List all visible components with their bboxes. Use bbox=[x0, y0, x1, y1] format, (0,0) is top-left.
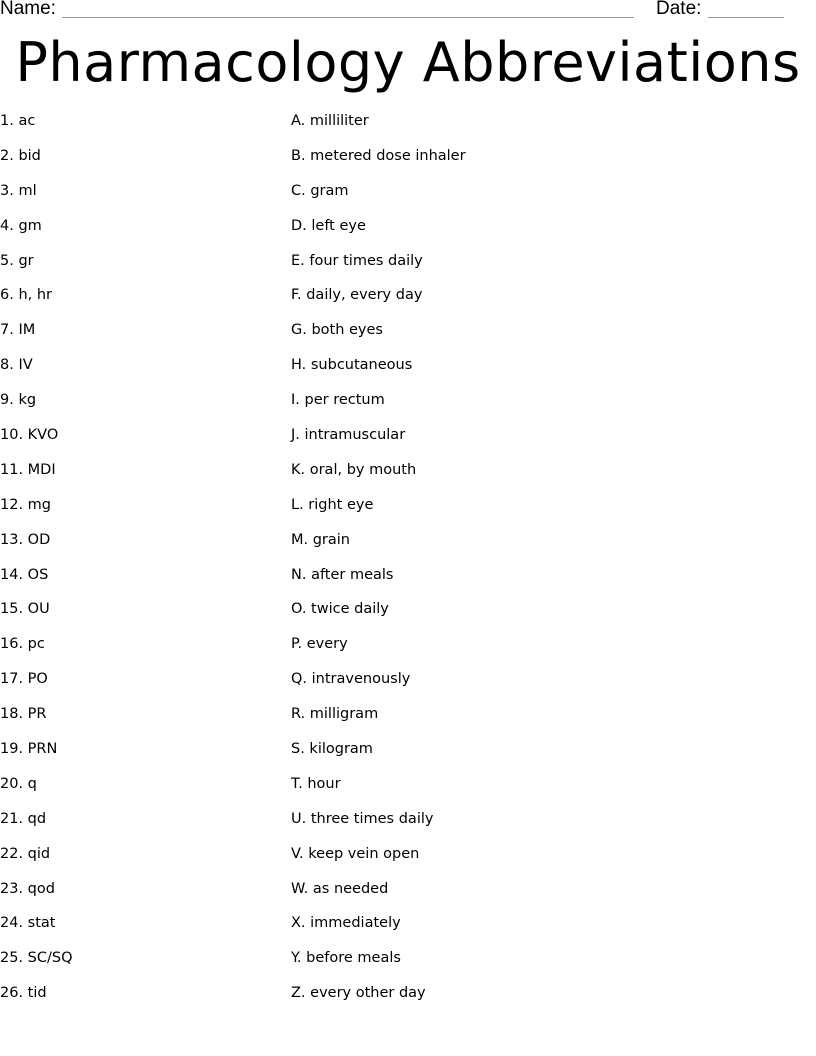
worksheet-header bbox=[0, 0, 816, 24]
term-item: 5. gr bbox=[0, 252, 34, 269]
date-label: Date: bbox=[656, 0, 702, 19]
term-item: 6. h, hr bbox=[0, 287, 53, 304]
definition-item: L. right eye bbox=[291, 496, 374, 513]
term-item: 13. OD bbox=[0, 531, 51, 548]
definition-item: S. kilogram bbox=[291, 741, 373, 758]
page-title: Pharmacology Abbreviations bbox=[15, 31, 801, 94]
term-item: 4. gm bbox=[0, 217, 42, 234]
term-item: 10. KVO bbox=[0, 427, 59, 444]
term-item: 21. qd bbox=[0, 810, 47, 827]
definition-item: F. daily, every day bbox=[291, 287, 423, 304]
definition-item: J. intramuscular bbox=[291, 427, 406, 444]
definition-item: C. gram bbox=[291, 182, 349, 199]
definition-item: M. grain bbox=[291, 531, 350, 548]
definition-item: E. four times daily bbox=[291, 252, 423, 269]
definition-item: U. three times daily bbox=[291, 810, 434, 827]
name-field-line[interactable] bbox=[62, 17, 634, 18]
term-item: 12. mg bbox=[0, 496, 51, 513]
definition-item: K. oral, by mouth bbox=[291, 461, 417, 478]
date-field-line[interactable] bbox=[708, 17, 784, 18]
term-item: 17. PO bbox=[0, 671, 48, 688]
definition-item: P. every bbox=[291, 636, 348, 653]
definition-item: O. twice daily bbox=[291, 601, 389, 618]
terms-column bbox=[0, 104, 73, 1011]
name-label: Name: bbox=[0, 0, 56, 19]
definition-item: N. after meals bbox=[291, 566, 394, 583]
term-item: 19. PRN bbox=[0, 741, 58, 758]
definition-item: Q. intravenously bbox=[291, 671, 411, 688]
term-item: 20. q bbox=[0, 775, 37, 792]
definition-item: D. left eye bbox=[291, 217, 366, 234]
definition-item: V. keep vein open bbox=[291, 845, 420, 862]
term-item: 15. OU bbox=[0, 601, 50, 618]
definition-item: I. per rectum bbox=[291, 392, 385, 409]
term-item: 24. stat bbox=[0, 915, 56, 932]
definition-item: Z. every other day bbox=[291, 985, 426, 1002]
term-item: 18. PR bbox=[0, 706, 47, 723]
definition-item: W. as needed bbox=[291, 880, 389, 897]
term-item: 23. qod bbox=[0, 880, 55, 897]
term-item: 14. OS bbox=[0, 566, 49, 583]
term-item: 3. ml bbox=[0, 182, 37, 199]
term-item: 22. qid bbox=[0, 845, 51, 862]
term-item: 2. bid bbox=[0, 147, 41, 164]
definition-item: Y. before meals bbox=[291, 950, 401, 967]
term-item: 9. kg bbox=[0, 392, 37, 409]
term-item: 7. IM bbox=[0, 322, 36, 339]
term-item: 16. pc bbox=[0, 636, 45, 653]
definition-item: X. immediately bbox=[291, 915, 401, 932]
definition-item: G. both eyes bbox=[291, 322, 383, 339]
term-item: 8. IV bbox=[0, 357, 33, 374]
definition-item: R. milligram bbox=[291, 706, 379, 723]
definition-item: T. hour bbox=[291, 775, 341, 792]
term-item: 1. ac bbox=[0, 113, 36, 129]
definition-item: B. metered dose inhaler bbox=[291, 147, 466, 164]
term-item: 11. MDI bbox=[0, 461, 56, 478]
definition-item: H. subcutaneous bbox=[291, 357, 413, 374]
term-item: 26. tid bbox=[0, 985, 47, 1002]
definition-item: A. milliliter bbox=[291, 113, 369, 129]
definitions-column bbox=[291, 104, 466, 1011]
term-item: 25. SC/SQ bbox=[0, 950, 73, 967]
